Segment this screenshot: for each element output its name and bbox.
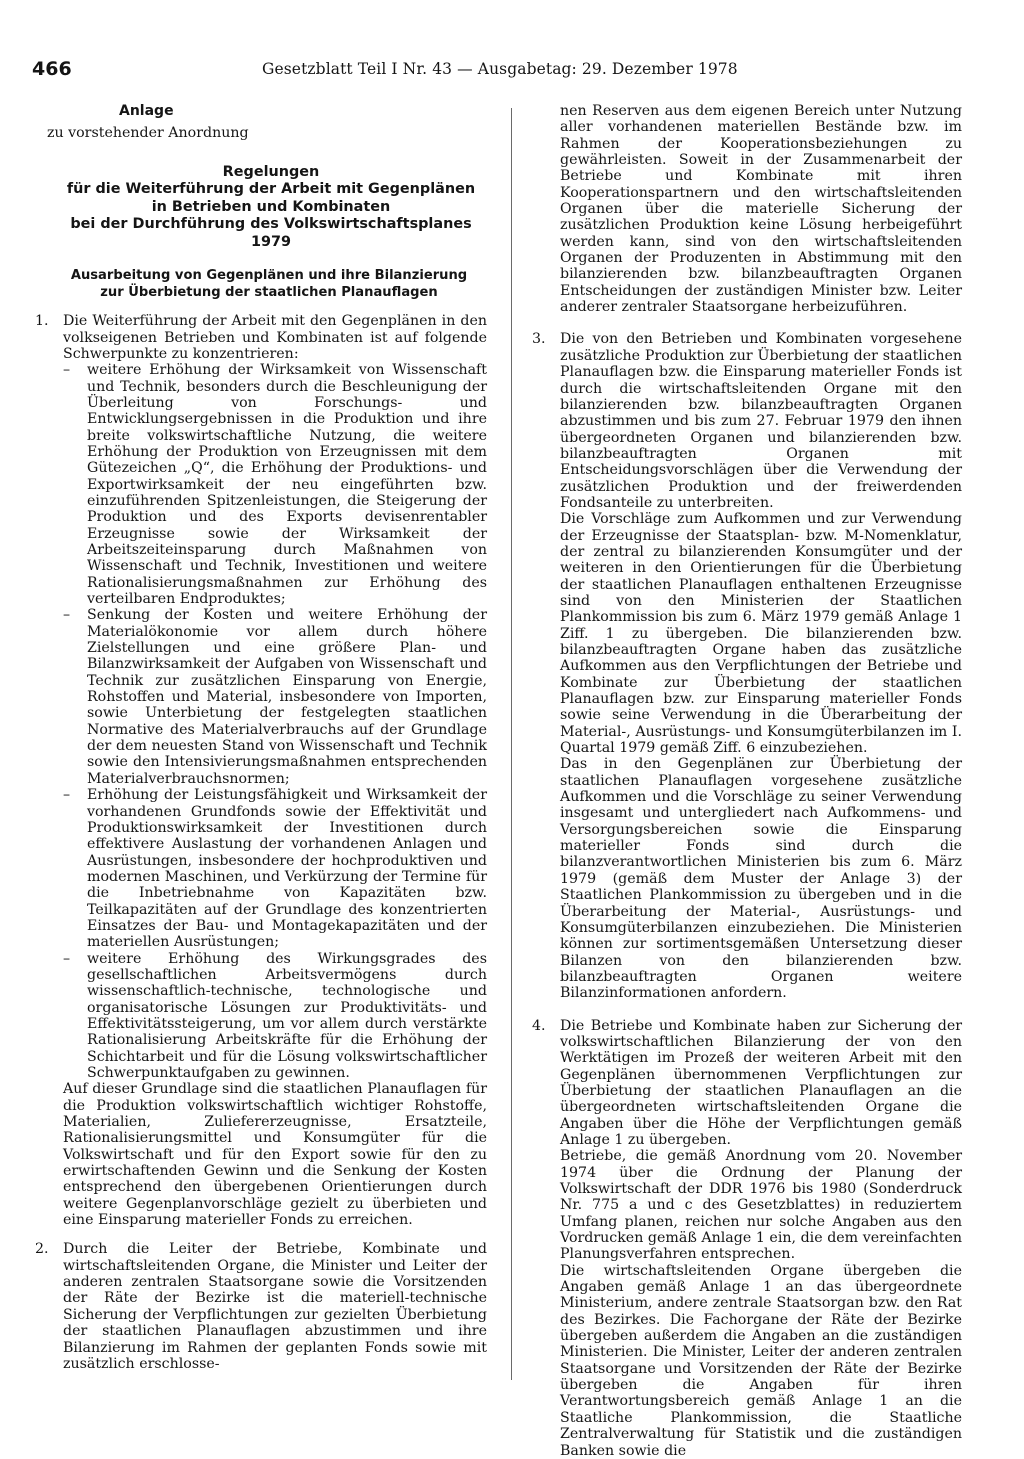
item-2-text-continued: nen Reserven aus dem eigenen Bereich unter Nutzung aller vorhandenen materiellen Bestände bzw. im Rahmen der Kooperationsbeziehungen zu gewährleisten. Soweit in der Zusammenarbeit der Betriebe und Kombinate mit ihren Kooperationspartnern und den wirtschaftsleitenden Organen über die materielle Sicherung der zusätzlichen Produktion keine Lösung herbeigeführt werden kann, sind von den wirtschaftsleitenden Organen der Produzenten in Abstimmung mit den bilanzierenden bzw. bilanzbeauftragten Organen Entscheidungen der zuständigen Minister bzw. Leiter anderer zentraler Staatsorgane herbeizuführen. (560, 103, 962, 316)
item-4 (532, 1018, 962, 1459)
item-1-bullets (63, 362, 487, 1081)
item-3-paragraph: Die Vorschläge zum Aufkommen und zur Verwendung der Erzeugnisse der Staatsplan- bzw. M-Nomenklatur, der zentral zu bilanzierenden Konsumgüter und der weiteren in den Orientierungen für die Überbietung der staatlichen Planauflagen enthaltenen Erzeugnisse sind von den Ministerien der Staatlichen Plankommission bis zum 6. März 1979 gemäß Anlage 1 Ziff. 1 zu übergeben. Die bilanzierenden bzw. bilanzbeauftragten Organe haben das zusätzliche Aufkommen aus den Verpflichtungen der Betriebe und Kombinate zur Überbietung der staatlichen Planauflagen bzw. zur Einsparung materieller Fonds sowie seine Verwendung in die Überarbeitung der Material-, Ausrüstungs- und Konsumgüterbilanzen im I. Quartal 1979 gemäß Ziff. 6 einzubeziehen. (560, 511, 962, 757)
bullet-text: weitere Erhöhung der Wirksamkeit von Wissenschaft und Technik, besonders durch die Beschleunigung der Überleitung von Forschungs- und Entwicklungsergebnissen in die Produktion und ihre breite volkswirtschaftliche Nutzung, die weitere Erhöhung der Produktion von Erzeugnissen mit dem Gütezeichen „Q“, die Erhöhung der Produktions- und Exportwirksamkeit der neu eingeführten bzw. einzuführenden Spitzenleistungen, die Steigerung der Produktion und des Exports devisenrentabler Erzeugnisse sowie der Wirksamkeit der Arbeitszeiteinsparung durch Maßnahmen von Wissenschaft und Technik, Investitionen und weitere Rationalisierungsmaßnahmen zur Erhöhung des verteilbaren Endproduktes; (87, 362, 487, 608)
item-2-continued (532, 103, 962, 315)
page-number: 466 (32, 58, 72, 80)
section-heading-line: zur Überbietung der staatlichen Planauflagen (100, 284, 438, 300)
item-number: 3. (532, 331, 546, 348)
bullet-item (63, 951, 487, 1082)
left-column (35, 103, 487, 1372)
item-2-text-start: Durch die Leiter der Betriebe, Kombinate und wirtschaftsleitenden Organe, die Minister und Leiter der anderen zentralen Staatsorgane sowie die Vorsitzenden der Räte der Bezirke ist die materiell-technische Sicherung der Verpflichtungen zur gezielten Überbietung der staatlichen Planauflagen abzustimmen und ihre Bilanzierung im Rahmen der geplanten Fonds sowie mit zusätzlich erschlosse- (63, 1241, 487, 1372)
item-3-paragraph: Die von den Betrieben und Kombinaten vorgesehene zusätzliche Produktion zur Überbietung der staatlichen Planauflagen bzw. die Einsparung materieller Fonds ist durch die wirtschaftsleitenden Organe mit den bilanzierenden bzw. bilanzbeauftragten Organen abzustimmen und bis zum 27. Februar 1979 den ihnen übergeordneten Organen und bilanzierenden bzw. bilanzbeauftragten Organen mit Entscheidungsvorschlägen über die Verwendung der zusätzlichen Produktion und der freiwerdenden Fondsanteile zu unterbreiten. (560, 331, 962, 511)
main-title-line: für die Weiterführung der Arbeit mit Gegenplänen (66, 181, 476, 198)
anlage-title: Anlage (119, 103, 174, 119)
item-4-paragraph: Betriebe, die gemäß Anordnung vom 20. November 1974 über die Ordnung der Planung der Volkswirtschaft der DDR 1976 bis 1980 (Sonderdruck Nr. 775 a und c des Gesetzblattes) in reduziertem Umfang planen, reichen nur solche Angaben aus den Vordrucken gemäß Anlage 1 ein, die dem vereinfachten Planungsverfahren entsprechen. (560, 1148, 962, 1263)
anlage-subtitle: zu vorstehender Anordnung (47, 125, 249, 142)
bullet-text: Erhöhung der Leistungsfähigkeit und Wirksamkeit der vorhandenen Grundfonds sowie der Effektivität und Produktionswirksamkeit der Investitionen durch effektivere Auslastung der vorhandenen Anlagen und Ausrüstungen, insbesondere der hochproduktiven und modernen Maschinen, und Verkürzung der Termine für die Inbetriebnahme von Kapazitäten bzw. Teilkapazitäten auf der Grundlage des konzentrierten Einsatzes der Bau- und Montagekapazitäten und der materiellen Ausrüstungen; (87, 787, 487, 951)
page-header (32, 58, 992, 88)
dash-mark: – (63, 607, 71, 624)
item-number: 4. (532, 1017, 546, 1034)
main-title-line: bei der Durchführung des Volkswirtschaftsplanes 1979 (70, 216, 472, 250)
main-title-line: Regelungen (222, 163, 320, 180)
bullet-item (63, 787, 487, 950)
running-head: Gesetzblatt Teil I Nr. 43 — Ausgabetag: 29. Dezember 1978 (262, 60, 738, 78)
item-3 (532, 331, 962, 1001)
item-number: 2. (35, 1241, 49, 1258)
item-4-paragraph: Die Betriebe und Kombinate haben zur Sicherung der volkswirtschaftlichen Bilanzierung der von den Werktätigen im Prozeß der weiteren Arbeit mit den Gegenplänen übernommenen Verpflichtungen zur Überbietung der staatlichen Planauflagen an die übergeordneten wirtschaftsleitenden Organe die Angaben über die Höhe der Verpflichtungen gemäß Anlage 1 zu übergeben. (560, 1017, 962, 1148)
item-1 (35, 313, 487, 1228)
item-2 (35, 1241, 487, 1372)
item-number: 1. (35, 313, 49, 330)
bullet-text: Senkung der Kosten und weitere Erhöhung der Materialökonomie vor allem durch höhere Zielstellungen und eine größere Plan- und Bilanzwirksamkeit der Aufgaben von Wissenschaft und Technik zur zusätzlichen Einsparung von Energie, Rohstoffen und Material, insbesondere von Importen, sowie Unterbietung der festgelegten staatlichen Normative des Materialverbrauchs auf der Grundlage der dem neuesten Stand von Wissenschaft und Technik sowie den Intensivierungsmaßnahmen entsprechenden Materialverbrauchsnormen; (87, 607, 487, 787)
right-column (532, 103, 962, 1459)
item-1-closing: Auf dieser Grundlage sind die staatlichen Planauflagen für die Produktion volkswirtschaftlich wichtiger Rohstoffe, Materialien, Zuliefererzeugnisse, Ersatzteile, Rationalisierungsmittel und Konsumgüter für die Volkswirtschaft und für den Export sowie für den zu erwirtschaftenden Gewinn und die Senkung der Kosten entsprechend den übergebenen Orientierungen durch weitere Gegenplanvorschläge gezielt zu überbieten und eine Einsparung materieller Fonds zu erreichen. (63, 1081, 487, 1229)
item-4-paragraph: Die wirtschaftsleitenden Organe übergeben die Angaben gemäß Anlage 1 an das übergeordnete Ministerium, andere zentrale Staatsorgan bzw. den Rat des Bezirkes. Die Fachorgane der Räte der Bezirke übergeben außerdem die Angaben an die zuständigen Ministerien. Die Minister, Leiter der anderen zentralen Staatsorgane und Vorsitzenden der Räte der Bezirke übergeben die Angaben für ihren Verantwortungsbereich gemäß Anlage 1 an die Staatliche Plankommission, die Staatliche Zentralverwaltung für Statistik und die zuständigen Banken sowie die (560, 1262, 962, 1459)
dash-mark: – (63, 787, 71, 804)
section-heading (51, 268, 487, 301)
section-heading-line: Ausarbeitung von Gegenplänen und ihre Bilanzierung (70, 268, 468, 284)
column-divider (511, 108, 512, 1380)
item-1-intro: Die Weiterführung der Arbeit mit den Gegenplänen in den volkseigenen Betrieben und Kombinaten ist auf folgende Schwerpunkte zu konzentrieren: (63, 313, 487, 362)
main-title-line: in Betrieben und Kombinaten (151, 198, 391, 215)
bullet-text: weitere Erhöhung des Wirkungsgrades des gesellschaftlichen Arbeitsvermögens durch wissenschaftlich-technische, technologische und organisatorische Lösungen zur Produktivitäts- und Effektivitätssteigerung, um vor allem durch verstärkte Rationalisierung Arbeitskräfte für die Erhöhung der Schichtarbeit und für die Lösung volkswirtschaftlicher Schwerpunktaufgaben zu gewinnen. (87, 950, 487, 1081)
main-title (55, 164, 487, 252)
bullet-item (63, 362, 487, 607)
dash-mark: – (63, 362, 71, 379)
bullet-item (63, 607, 487, 787)
dash-mark: – (63, 950, 71, 967)
item-3-paragraph: Das in den Gegenplänen zur Überbietung der staatlichen Planauflagen vorgesehene zusätzliche Aufkommen und die Vorschläge zu seiner Verwendung insgesamt und untergliedert nach Aufkommens- und Versorgungsbereichen sowie die Einsparung materieller Fonds sind durch die bilanzverantwortlichen Ministerien bis zum 6. März 1979 (gemäß dem Muster der Anlage 3) der Staatlichen Plankommission zu übergeben und in die Überarbeitung der Material-, Ausrüstungs- und Konsumgüterbilanzen einzubeziehen. Die Ministerien können zur sortimentsgemäßen Untersetzung dieser Bilanzen von den bilanzierenden bzw. bilanzbeauftragten Organen weitere Bilanzinformationen anfordern. (560, 756, 962, 1002)
